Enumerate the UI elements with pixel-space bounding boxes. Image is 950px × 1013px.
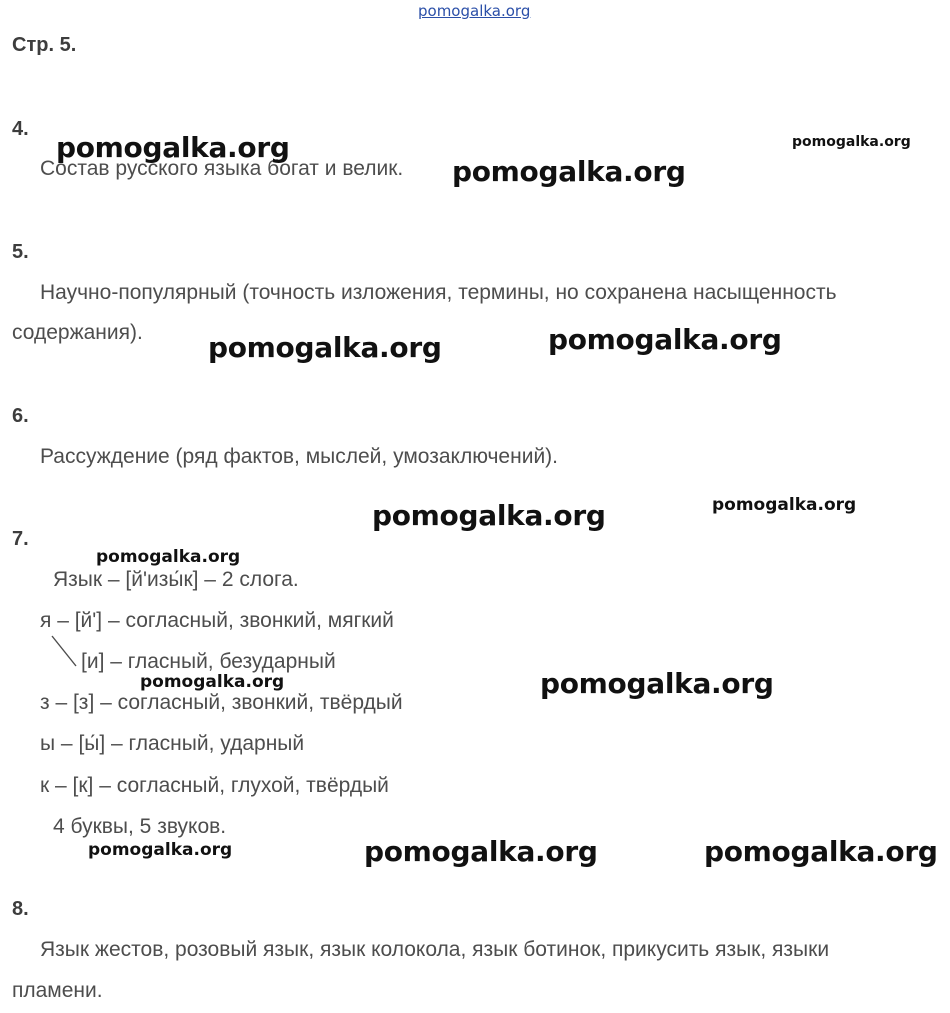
watermark: pomogalka.org	[792, 134, 911, 150]
task-8-answer-line-1: Язык жестов, розовый язык, язык колокола, язык ботинок, прикусить язык, языки	[40, 938, 830, 961]
watermark: pomogalka.org	[712, 495, 857, 515]
branch-connector-line	[50, 634, 80, 670]
watermark: pomogalka.org	[96, 547, 241, 567]
page-label: Стр. 5.	[12, 34, 77, 56]
watermark: pomogalka.org	[56, 131, 290, 164]
task-5-number: 5.	[12, 241, 29, 263]
task-7-letter-ya-second-sound: [и] – гласный, безударный	[81, 650, 336, 673]
watermark: pomogalka.org	[208, 331, 442, 364]
task-5-answer-line-1: Научно-популярный (точность изложения, термины, но сохранена насыщенность	[40, 281, 837, 304]
watermark: pomogalka.org	[372, 499, 606, 532]
task-5-answer-line-2: содержания).	[12, 321, 143, 344]
watermark: pomogalka.org	[540, 667, 774, 700]
watermark: pomogalka.org	[140, 672, 285, 692]
watermark: pomogalka.org	[452, 155, 686, 188]
watermark: pomogalka.org	[88, 840, 233, 860]
task-8-number: 8.	[12, 898, 29, 920]
task-7-letter-z: з – [з] – согласный, звонкий, твёрдый	[40, 691, 403, 714]
task-7-letter-ya: я – [й'] – согласный, звонкий, мягкий	[40, 609, 394, 632]
watermark: pomogalka.org	[364, 835, 598, 868]
task-7-letter-y: ы – [ы́] – гласный, ударный	[40, 732, 305, 755]
task-4-number: 4.	[12, 118, 29, 140]
task-7-number: 7.	[12, 528, 29, 550]
task-7-summary: 4 буквы, 5 звуков.	[53, 815, 227, 838]
task-6-answer: Рассуждение (ряд фактов, мыслей, умозаключений).	[40, 445, 558, 468]
watermark: pomogalka.org	[548, 323, 782, 356]
task-4-answer: Состав русского языка богат и велик.	[40, 157, 404, 180]
task-7-word-transcription: Язык – [й'изы́к] – 2 слога.	[53, 568, 299, 591]
watermark: pomogalka.org	[704, 835, 938, 868]
task-6-number: 6.	[12, 405, 29, 427]
task-8-answer-line-2: пламени.	[12, 979, 103, 1002]
task-7-letter-k: к – [к] – согласный, глухой, твёрдый	[40, 774, 389, 797]
top-watermark-link[interactable]: pomogalka.org	[418, 2, 531, 20]
